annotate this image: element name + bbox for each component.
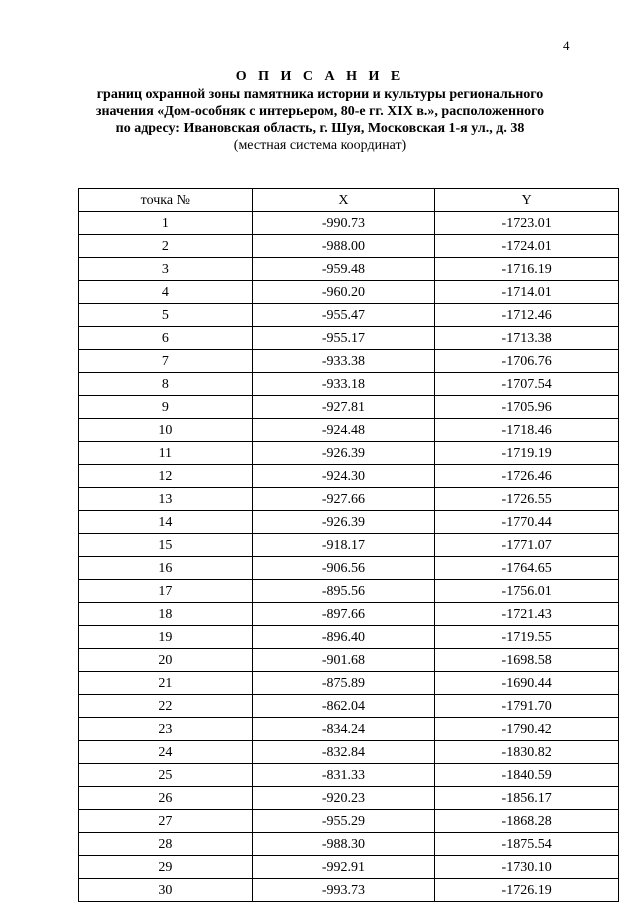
point-number-cell: 5 — [79, 304, 253, 327]
y-coordinate-cell: -1830.82 — [435, 741, 619, 764]
x-coordinate-cell: -924.30 — [252, 465, 435, 488]
x-coordinate-cell: -920.23 — [252, 787, 435, 810]
table-row — [79, 741, 619, 764]
table-row — [79, 856, 619, 879]
page-number: 4 — [563, 38, 570, 53]
table-row — [79, 833, 619, 856]
x-coordinate-cell: -955.17 — [252, 327, 435, 350]
x-coordinate-cell: -933.38 — [252, 350, 435, 373]
table-row — [79, 787, 619, 810]
y-coordinate-cell: -1714.01 — [435, 281, 619, 304]
document-heading — [0, 68, 640, 154]
column-header-x: X — [252, 189, 435, 212]
point-number-cell: 6 — [79, 327, 253, 350]
point-number-cell: 16 — [79, 557, 253, 580]
y-coordinate-cell: -1770.44 — [435, 511, 619, 534]
y-coordinate-cell: -1721.43 — [435, 603, 619, 626]
y-coordinate-cell: -1706.76 — [435, 350, 619, 373]
table-row — [79, 879, 619, 902]
y-coordinate-cell: -1840.59 — [435, 764, 619, 787]
point-number-cell: 12 — [79, 465, 253, 488]
coordinates-table — [78, 188, 619, 902]
table-row — [79, 718, 619, 741]
point-number-cell: 26 — [79, 787, 253, 810]
coordinate-system-note: (местная система координат) — [233, 138, 407, 153]
y-coordinate-cell: -1730.10 — [435, 856, 619, 879]
y-coordinate-cell: -1724.01 — [435, 235, 619, 258]
table-row — [79, 396, 619, 419]
y-coordinate-cell: -1756.01 — [435, 580, 619, 603]
point-number-cell: 18 — [79, 603, 253, 626]
table-row — [79, 534, 619, 557]
point-number-cell: 14 — [79, 511, 253, 534]
table-row — [79, 327, 619, 350]
x-coordinate-cell: -927.81 — [252, 396, 435, 419]
x-coordinate-cell: -895.56 — [252, 580, 435, 603]
table-row — [79, 442, 619, 465]
x-coordinate-cell: -875.89 — [252, 672, 435, 695]
table-row — [79, 764, 619, 787]
point-number-cell: 23 — [79, 718, 253, 741]
x-coordinate-cell: -896.40 — [252, 626, 435, 649]
y-coordinate-cell: -1790.42 — [435, 718, 619, 741]
document-subtitle-line-1: границ охранной зоны памятника истории и культуры регионального — [96, 87, 544, 102]
table-row — [79, 258, 619, 281]
y-coordinate-cell: -1718.46 — [435, 419, 619, 442]
point-number-cell: 2 — [79, 235, 253, 258]
y-coordinate-cell: -1875.54 — [435, 833, 619, 856]
x-coordinate-cell: -926.39 — [252, 442, 435, 465]
table-header-row — [79, 189, 619, 212]
x-coordinate-cell: -918.17 — [252, 534, 435, 557]
x-coordinate-cell: -901.68 — [252, 649, 435, 672]
x-coordinate-cell: -993.73 — [252, 879, 435, 902]
point-number-cell: 25 — [79, 764, 253, 787]
table-row — [79, 626, 619, 649]
point-number-cell: 27 — [79, 810, 253, 833]
x-coordinate-cell: -955.47 — [252, 304, 435, 327]
point-number-cell: 1 — [79, 212, 253, 235]
point-number-cell: 24 — [79, 741, 253, 764]
y-coordinate-cell: -1707.54 — [435, 373, 619, 396]
y-coordinate-cell: -1698.58 — [435, 649, 619, 672]
column-header-point: точка № — [79, 189, 253, 212]
document-subtitle-line-2: значения «Дом-особняк с интерьером, 80-е гг. XIX в.», расположенного — [95, 104, 545, 119]
x-coordinate-cell: -897.66 — [252, 603, 435, 626]
y-coordinate-cell: -1771.07 — [435, 534, 619, 557]
table-row — [79, 304, 619, 327]
x-coordinate-cell: -926.39 — [252, 511, 435, 534]
y-coordinate-cell: -1726.46 — [435, 465, 619, 488]
table-row — [79, 810, 619, 833]
table-row — [79, 235, 619, 258]
point-number-cell: 11 — [79, 442, 253, 465]
column-header-y: Y — [435, 189, 619, 212]
point-number-cell: 29 — [79, 856, 253, 879]
y-coordinate-cell: -1690.44 — [435, 672, 619, 695]
y-coordinate-cell: -1856.17 — [435, 787, 619, 810]
y-coordinate-cell: -1716.19 — [435, 258, 619, 281]
x-coordinate-cell: -990.73 — [252, 212, 435, 235]
x-coordinate-cell: -831.33 — [252, 764, 435, 787]
point-number-cell: 21 — [79, 672, 253, 695]
y-coordinate-cell: -1713.38 — [435, 327, 619, 350]
x-coordinate-cell: -924.48 — [252, 419, 435, 442]
y-coordinate-cell: -1868.28 — [435, 810, 619, 833]
table-row — [79, 281, 619, 304]
x-coordinate-cell: -834.24 — [252, 718, 435, 741]
table-row — [79, 511, 619, 534]
x-coordinate-cell: -933.18 — [252, 373, 435, 396]
x-coordinate-cell: -862.04 — [252, 695, 435, 718]
table-row — [79, 350, 619, 373]
table-row — [79, 649, 619, 672]
point-number-cell: 7 — [79, 350, 253, 373]
point-number-cell: 20 — [79, 649, 253, 672]
point-number-cell: 8 — [79, 373, 253, 396]
point-number-cell: 13 — [79, 488, 253, 511]
point-number-cell: 17 — [79, 580, 253, 603]
table-row — [79, 373, 619, 396]
x-coordinate-cell: -927.66 — [252, 488, 435, 511]
y-coordinate-cell: -1723.01 — [435, 212, 619, 235]
x-coordinate-cell: -832.84 — [252, 741, 435, 764]
document-title: О П И С А Н И Е — [235, 69, 405, 84]
table-row — [79, 465, 619, 488]
y-coordinate-cell: -1726.19 — [435, 879, 619, 902]
x-coordinate-cell: -955.29 — [252, 810, 435, 833]
x-coordinate-cell: -960.20 — [252, 281, 435, 304]
point-number-cell: 3 — [79, 258, 253, 281]
x-coordinate-cell: -988.30 — [252, 833, 435, 856]
y-coordinate-cell: -1719.55 — [435, 626, 619, 649]
table-row — [79, 580, 619, 603]
table-row — [79, 695, 619, 718]
point-number-cell: 30 — [79, 879, 253, 902]
point-number-cell: 22 — [79, 695, 253, 718]
table-body — [79, 212, 619, 902]
table-row — [79, 672, 619, 695]
x-coordinate-cell: -992.91 — [252, 856, 435, 879]
y-coordinate-cell: -1791.70 — [435, 695, 619, 718]
y-coordinate-cell: -1764.65 — [435, 557, 619, 580]
x-coordinate-cell: -988.00 — [252, 235, 435, 258]
y-coordinate-cell: -1719.19 — [435, 442, 619, 465]
x-coordinate-cell: -959.48 — [252, 258, 435, 281]
table-row — [79, 419, 619, 442]
x-coordinate-cell: -906.56 — [252, 557, 435, 580]
y-coordinate-cell: -1712.46 — [435, 304, 619, 327]
table-row — [79, 603, 619, 626]
table-row — [79, 212, 619, 235]
table-row — [79, 557, 619, 580]
document-subtitle-line-3: по адресу: Ивановская область, г. Шуя, Московская 1-я ул., д. 38 — [115, 121, 525, 136]
table-row — [79, 488, 619, 511]
point-number-cell: 19 — [79, 626, 253, 649]
y-coordinate-cell: -1726.55 — [435, 488, 619, 511]
point-number-cell: 10 — [79, 419, 253, 442]
point-number-cell: 9 — [79, 396, 253, 419]
point-number-cell: 15 — [79, 534, 253, 557]
point-number-cell: 28 — [79, 833, 253, 856]
point-number-cell: 4 — [79, 281, 253, 304]
y-coordinate-cell: -1705.96 — [435, 396, 619, 419]
